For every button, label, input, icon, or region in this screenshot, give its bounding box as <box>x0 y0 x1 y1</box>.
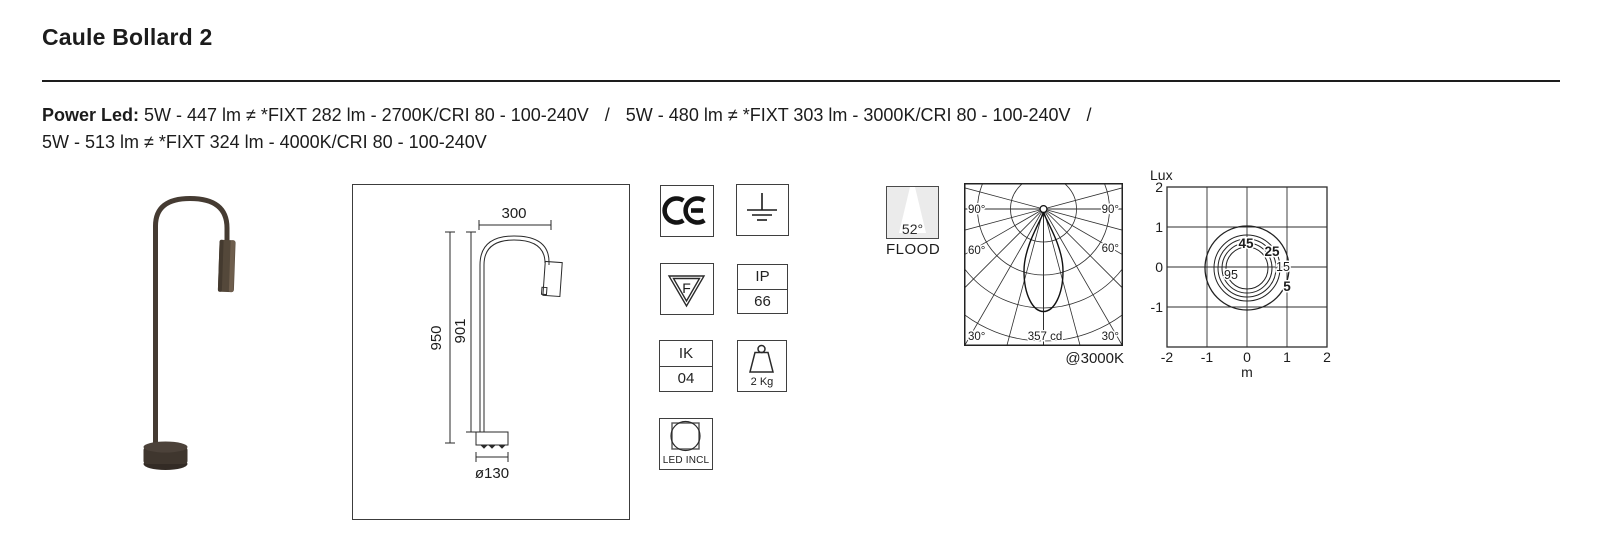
f-symbol-label: F <box>682 280 691 296</box>
polar-tick: 30° <box>1101 331 1119 343</box>
ip-rating-badge <box>737 264 788 314</box>
weight-value: 2 Kg <box>750 376 774 388</box>
y-tick: 1 <box>1155 219 1163 235</box>
x-tick: 0 <box>1243 349 1251 365</box>
isolux-chart <box>1130 162 1340 384</box>
isolux-unit-label: Lux <box>1150 167 1173 183</box>
ik-value: 04 <box>660 366 712 392</box>
led-included-badge <box>659 418 713 470</box>
polar-tick: 30° <box>968 331 986 343</box>
ik-rating-badge <box>659 340 713 392</box>
spec-variant-3: 5W - 513 lm ≠ *FIXT 324 lm - 4000K/CRI 80 - 100-240V <box>42 132 487 152</box>
beam-angle-badge <box>886 186 939 239</box>
page-title: Caule Bollard 2 <box>42 24 213 50</box>
contour-label: 45 <box>1238 236 1254 251</box>
lamp-head <box>218 240 236 293</box>
bollard-base <box>144 442 188 471</box>
x-axis-label: m <box>1241 364 1253 380</box>
spec-variant-2: 5W - 480 lm ≠ *FIXT 303 lm - 3000K/CRI 80 - 100-240V <box>625 105 1071 125</box>
divider <box>42 80 1560 82</box>
protective-earth-icon <box>737 185 787 234</box>
x-tick: 2 <box>1323 349 1331 365</box>
y-tick: 2 <box>1155 179 1163 195</box>
contour-label: 95 <box>1224 268 1238 282</box>
ce-mark-icon <box>661 186 712 235</box>
y-tick: -1 <box>1150 299 1163 315</box>
protective-earth-badge <box>736 184 789 236</box>
isolux-grid <box>1167 187 1327 347</box>
beam-angle-value: 52° <box>901 221 924 237</box>
dimension-drawing-frame <box>352 184 630 520</box>
dim-base-diameter-label: ø130 <box>474 465 510 482</box>
f-symbol-badge <box>660 263 714 315</box>
weight-badge <box>737 340 787 392</box>
polar-tick: 60° <box>968 245 986 257</box>
x-tick: -2 <box>1160 349 1174 365</box>
x-tick: -1 <box>1200 349 1214 365</box>
contour-label: 5 <box>1283 279 1291 294</box>
polar-tick: 60° <box>1101 243 1119 255</box>
bollard-arm <box>156 199 228 451</box>
led-included-label: LED INCL <box>662 455 710 466</box>
dimension-drawing <box>353 185 627 516</box>
polar-tick: 90° <box>968 204 986 216</box>
contour-label: 25 <box>1264 244 1280 259</box>
flammable-surface-f-icon <box>661 264 712 313</box>
x-tick: 1 <box>1283 349 1291 365</box>
led-module-icon <box>660 419 711 455</box>
ip-value: 66 <box>738 289 787 314</box>
color-temperature-label: @3000K <box>1065 350 1124 367</box>
lamp-center-marker <box>1040 206 1047 213</box>
ik-label: IK <box>678 344 694 362</box>
product-photo <box>128 188 248 480</box>
polar-tick: 90° <box>1101 204 1119 216</box>
power-led-specs <box>42 102 1108 156</box>
ip-label: IP <box>755 268 770 286</box>
y-tick: 0 <box>1155 259 1163 275</box>
power-led-label: Power Led: <box>42 105 140 125</box>
contour-label: 15 <box>1276 260 1290 274</box>
ce-mark-badge <box>660 185 714 237</box>
spec-separator: / <box>604 105 610 125</box>
polar-photometric-chart <box>964 183 1123 346</box>
flood-label: FLOOD <box>886 241 941 258</box>
spec-separator: / <box>1086 105 1092 125</box>
spec-variant-1: 5W - 447 lm ≠ *FIXT 282 lm - 2700K/CRI 80 - 100-240V <box>144 105 589 125</box>
dim-height-fixture-label: 901 <box>452 318 469 344</box>
dim-height-total-label: 950 <box>428 325 445 351</box>
dim-width-label: 300 <box>501 205 527 222</box>
max-candela-label: 357 cd <box>1027 331 1063 343</box>
weight-icon <box>738 341 785 376</box>
